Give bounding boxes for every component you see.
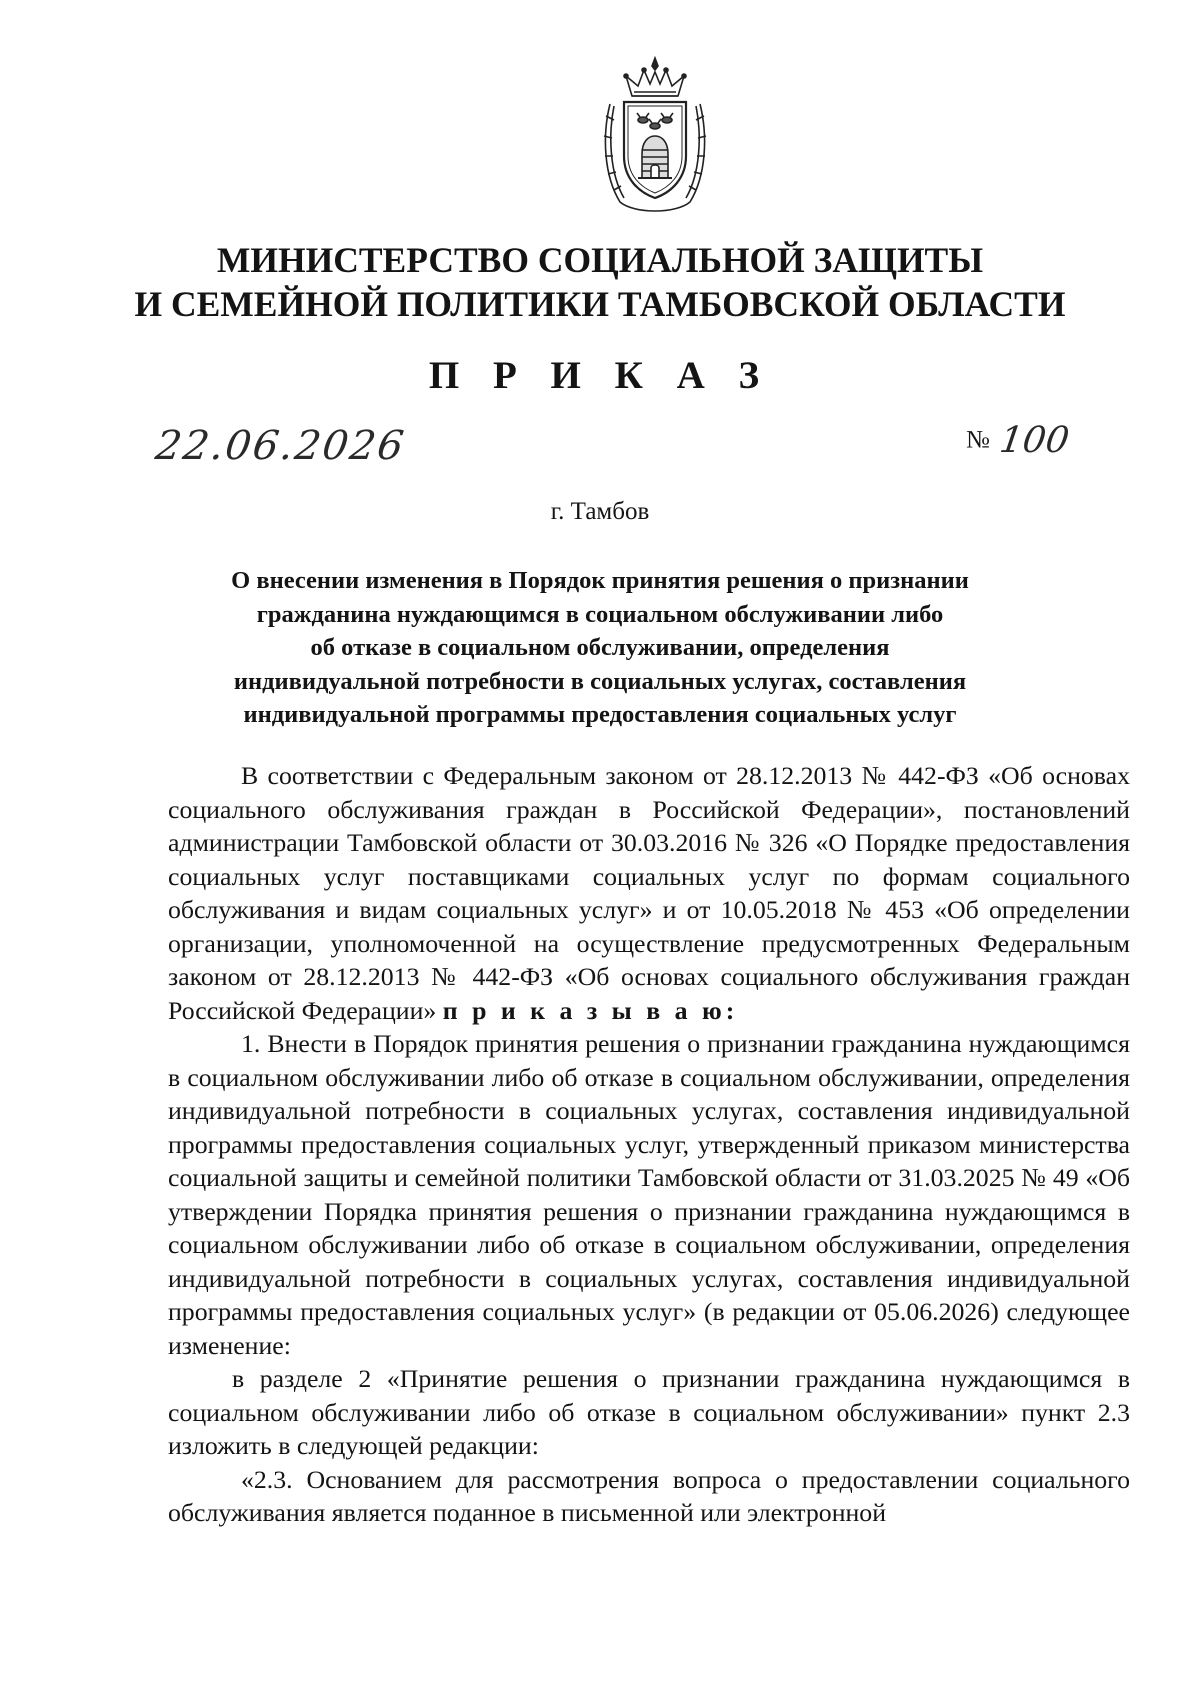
document-number <box>966 420 1072 461</box>
ministry-name-line1: МИНИСТЕРСТВО СОЦИАЛЬНОЙ ЗАЩИТЫ <box>216 240 984 280</box>
ministry-name-line2: И СЕМЕЙНОЙ ПОЛИТИКИ ТАМБОВСКОЙ ОБЛАСТИ <box>134 284 1066 324</box>
number-sign: № <box>966 426 990 454</box>
handwritten-number: 100 <box>997 420 1072 461</box>
preamble-paragraph <box>168 759 1130 1027</box>
order-subject <box>150 564 1050 732</box>
ministry-name <box>100 238 1100 326</box>
section-change-paragraph: в разделе 2 «Принятие решения о признании гражданина нуждающимся в социальном обслуживании либо об отказе в социальном обслуживании» пункт 2.3 изложить в следующей редакции: <box>168 1364 1130 1460</box>
city-label: г. Тамбов <box>550 498 650 525</box>
subject-line2: гражданина нуждающимся в социальном обслуживании либо <box>256 600 944 628</box>
document-type-title: П Р И К А З <box>428 354 772 397</box>
tambov-coat-of-arms-icon <box>596 56 714 216</box>
subject-line1: О внесении изменения в Порядок принятия решения о признании <box>231 567 969 594</box>
handwritten-date: 22.06.2026 <box>152 423 409 469</box>
item-2-3-paragraph: «2.3. Основанием для рассмотрения вопроса о предоставлении социального обслуживания является поданное в письменной или электронной <box>168 1464 1130 1527</box>
subject-line3: об отказе в социальном обслуживании, определения <box>310 634 890 661</box>
order-body <box>168 759 1130 1530</box>
item-1-paragraph: 1. Внести в Порядок принятия решения о признании гражданина нуждающимся в социальном обслуживании либо об отказе в социальном обслуживании, определения индивидуальной потребности в социальных услугах, составления индивидуальной программы предоставления социальных услуг, утвержденный приказом министерства социальной защиты и семейной политики Тамбовской области от 31.03.2025 № 49 «Об утверждении Порядка принятия решения о признании гражданина нуждающимся в социальном обслуживании либо об отказе в социальном обслуживании, определения индивидуальной потребности в социальных услугах, составления индивидуальной программы предоставления социальных услуг» (в редакции от 05.06.2026) следующее изменение: <box>168 1029 1130 1360</box>
preamble-text: В соответствии с Федеральным законом от 28.12.2013 № 442-ФЗ «Об основах социального обслуживания граждан в Российской Федерации», постановлений администрации Тамбовской области от 30.03.2016 № 326 «О Порядке предоставления социальных услуг поставщиками социальных услуг по формам социального обслуживания и видам социальных услуг» и от 10.05.2018 № 453 «Об определении организации, уполномоченной на осуществление предусмотренных Федеральным законом от 28.12.2013 № 442-ФЗ «Об основах социального обслуживания граждан Российской Федерации» <box>168 761 1130 1025</box>
subject-line5: индивидуальной программы предоставления социальных услуг <box>243 701 957 728</box>
order-verb: п р и к а з ы в а ю: <box>442 995 739 1025</box>
subject-line4: индивидуальной потребности в социальных услугах, составления <box>233 667 967 695</box>
